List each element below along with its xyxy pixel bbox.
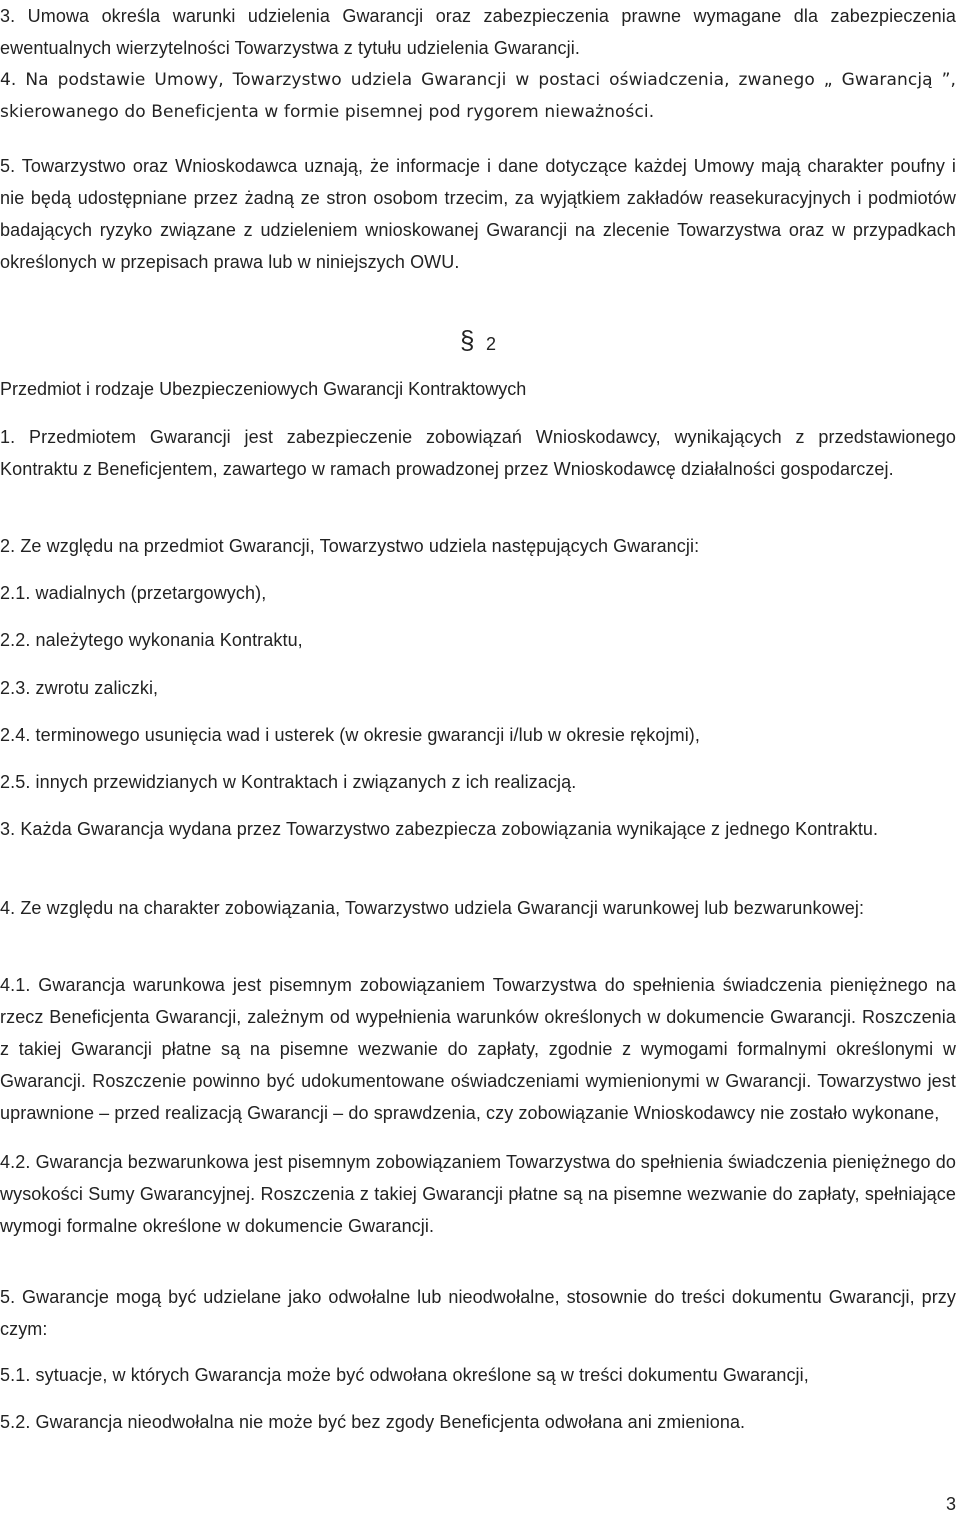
item-2: 2. Ze względu na przedmiot Gwarancji, Towarzystwo udziela następujących Gwarancji:: [0, 536, 700, 556]
paragraph-5: 5. Towarzystwo oraz Wnioskodawca uznają, że informacje i dane dotyczące każdej Umowy mają charakter poufny i nie będą udostępniane przez żadną ze stron osobom trzecim, za wyjątkiem zakładów reasekuracyjnych i podmiotów badających ryzyko związane z udzieleniem wnioskowanej Gwarancji na zlecenie Towarzystwa oraz w przypadkach określonych w przepisach prawa lub w niniejszych OWU.: [0, 156, 956, 272]
paragraph-3: 3. Umowa określa warunki udzielenia Gwarancji oraz zabezpieczenia prawne wymagane dla zabezpieczenia ewentualnych wierzytelności Towarzystwa z tytułu udzielenia Gwarancji.: [0, 6, 956, 58]
section-number: 2: [486, 334, 497, 354]
item-5: 5. Gwarancje mogą być udzielane jako odwołalne lub nieodwołalne, stosownie do treści dokumentu Gwarancji, przy czym:: [0, 1287, 956, 1339]
item-5-1: 5.1. sytuacje, w których Gwarancja może być odwołana określone są w treści dokumentu Gwarancji,: [0, 1365, 809, 1385]
item-2-1: 2.1. wadialnych (przetargowych),: [0, 583, 267, 603]
item-1: 1. Przedmiotem Gwarancji jest zabezpieczenie zobowiązań Wnioskodawcy, wynikających z przedstawionego Kontraktu z Beneficjentem, zawartego w ramach prowadzonej przez Wnioskodawcę działalności gospodarczej.: [0, 427, 956, 479]
paragraph-4: 4. Na podstawie Umowy, Towarzystwo udziela Gwarancji w postaci oświadczenia, zwanego „ Gwarancją ”, skierowanego do Beneficjenta w formie pisemnej pod rygorem nieważności.: [0, 70, 956, 122]
item-2-5: 2.5. innych przewidzianych w Kontraktach i związanych z ich realizacją.: [0, 772, 577, 792]
item-2-4: 2.4. terminowego usunięcia wad i usterek (w okresie gwarancji i/lub w okresie rękojmi),: [0, 725, 700, 745]
item-4-2: 4.2. Gwarancja bezwarunkowa jest pisemnym zobowiązaniem Towarzystwa do spełnienia świadczenia pieniężnego do wysokości Sumy Gwarancyjnej. Roszczenia z takiej Gwarancji płatne są na pisemne wezwanie do zapłaty, spełniające wymogi formalne określone w dokumencie Gwarancji.: [0, 1152, 956, 1236]
item-4-1: 4.1. Gwarancja warunkowa jest pisemnym zobowiązaniem Towarzystwa do spełnienia świadczenia pieniężnego na rzecz Beneficjenta Gwarancji, zależnym od wypełnienia warunków określonych w dokumencie Gwarancji. Roszczenia z takiej Gwarancji płatne są na pisemne wezwanie do zapłaty, zgodnie z wymogami formalnymi określonymi w Gwarancji. Roszczenie powinno być udokumentowane oświadczeniami wymienionymi w Gwarancji. Towarzystwo jest uprawnione ‒ przed realizacją Gwarancji ‒ do sprawdzenia, czy zobowiązanie Wnioskodawcy nie zostało wykonane,: [0, 975, 956, 1123]
page-number: 3: [945, 1494, 956, 1514]
item-2-3: 2.3. zwrotu zaliczki,: [0, 678, 159, 698]
item-4: 4. Ze względu na charakter zobowiązania, Towarzystwo udziela Gwarancji warunkowej lub bezwarunkowej:: [0, 898, 865, 918]
item-2-2: 2.2. należytego wykonania Kontraktu,: [0, 630, 303, 650]
section-title: Przedmiot i rodzaje Ubezpieczeniowych Gwarancji Kontraktowych: [0, 379, 527, 399]
item-5-2: 5.2. Gwarancja nieodwołalna nie może być bez zgody Beneficjenta odwołana ani zmieniona.: [0, 1412, 746, 1432]
item-3: 3. Każda Gwarancja wydana przez Towarzystwo zabezpiecza zobowiązania wynikające z jednego Kontraktu.: [0, 819, 879, 839]
section-sign: §: [460, 325, 475, 355]
